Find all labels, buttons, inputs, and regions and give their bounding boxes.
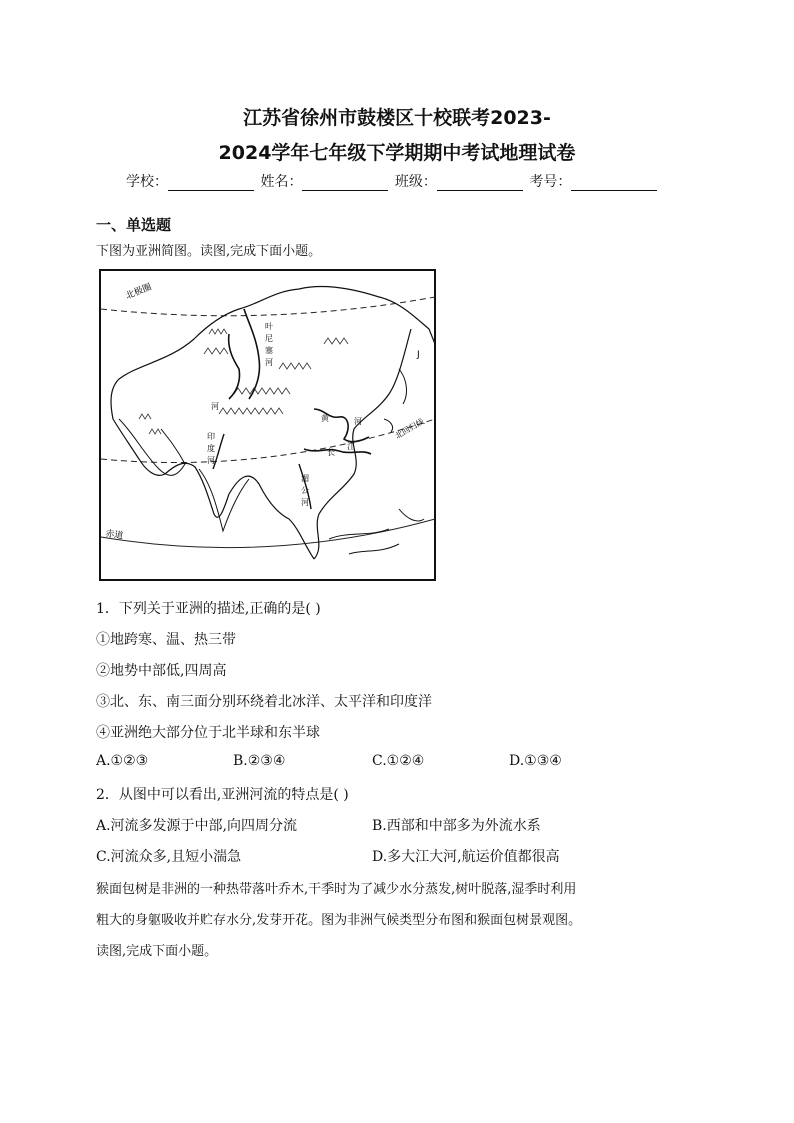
question-1-item-1: ①地跨寒、温、热三带 bbox=[96, 632, 236, 648]
label-river: 河 bbox=[211, 402, 219, 411]
label-mekong-3: 河 bbox=[301, 498, 309, 507]
label-mekong-2: 公 bbox=[301, 486, 309, 495]
school-label: 学校： bbox=[126, 174, 168, 190]
exam-number-blank[interactable] bbox=[571, 176, 657, 191]
exam-title-line-2: 2024学年七年级下学期期中考试地理试卷 bbox=[218, 142, 576, 164]
label-equator: 赤道 bbox=[104, 529, 124, 542]
student-info-row bbox=[126, 171, 659, 191]
map-frame bbox=[100, 270, 435, 580]
label-huanghe-2: 河 bbox=[354, 417, 362, 426]
label-indus-3: 河 bbox=[207, 456, 215, 465]
question-1-option-b[interactable]: B.②③④ bbox=[233, 753, 286, 769]
question-1-option-c[interactable]: C.①②④ bbox=[372, 753, 425, 769]
section-title: 一、单选题 bbox=[96, 216, 172, 234]
question-1-option-d[interactable]: D.①③④ bbox=[509, 753, 562, 769]
question-2-stem: 2．从图中可以看出,亚洲河流的特点是( ) bbox=[96, 787, 349, 803]
asia-map bbox=[99, 269, 436, 581]
school-blank[interactable] bbox=[168, 176, 254, 191]
question-2-option-c[interactable]: C.河流众多,且短小湍急 bbox=[96, 849, 242, 865]
label-arctic-circle: 北极圈 bbox=[124, 282, 154, 302]
label-yenisei-3: 塞 bbox=[265, 346, 273, 355]
name-label: 姓名： bbox=[260, 174, 303, 190]
label-indus-2: 度 bbox=[207, 444, 215, 453]
question-1-item-2: ②地势中部低,四周高 bbox=[96, 663, 227, 679]
label-yenisei-4: 河 bbox=[265, 358, 273, 367]
label-changjiang-1: 长 bbox=[327, 448, 335, 457]
question-2-option-d[interactable]: D.多大江大河,航运价值都很高 bbox=[372, 849, 560, 865]
class-label: 班级： bbox=[394, 174, 437, 190]
name-blank[interactable] bbox=[302, 176, 388, 191]
exam-number-label: 考号： bbox=[529, 174, 572, 190]
passage-line-2: 粗大的身躯吸收并贮存水分,发芽开花。图为非洲气候类型分布图和猴面包树景观图。 bbox=[96, 913, 582, 928]
map-intro-text: 下图为亚洲简图。读图,完成下面小题。 bbox=[96, 244, 322, 259]
label-j: J bbox=[417, 350, 420, 360]
passage-line-3: 读图,完成下面小题。 bbox=[96, 944, 218, 959]
label-changjiang-2: 江 bbox=[347, 442, 355, 451]
passage-line-1: 猴面包树是非洲的一种热带落叶乔木,干季时为了减少水分蒸发,树叶脱落,湿季时利用 bbox=[96, 882, 577, 897]
label-yenisei-2: 尼 bbox=[265, 334, 273, 343]
class-blank[interactable] bbox=[437, 176, 523, 191]
label-indus-1: 印 bbox=[207, 432, 215, 441]
question-1-stem: 1．下列关于亚洲的描述,正确的是( ) bbox=[96, 601, 321, 617]
question-2-option-a[interactable]: A.河流多发源于中部,向四周分流 bbox=[96, 818, 298, 834]
exam-title-line-1: 江苏省徐州市鼓楼区十校联考2023- bbox=[243, 107, 551, 129]
question-1-item-3: ③北、东、南三面分别环绕着北冰洋、太平洋和印度洋 bbox=[96, 694, 432, 710]
question-1-option-a[interactable]: A.①②③ bbox=[96, 753, 149, 769]
label-huanghe-1: 黄 bbox=[321, 414, 329, 423]
label-yenisei-1: 叶 bbox=[265, 322, 273, 331]
question-2-option-b[interactable]: B.西部和中部多为外流水系 bbox=[372, 818, 541, 834]
label-tropic-cancer: 北回归线 bbox=[393, 416, 426, 441]
label-mekong-1: 湄 bbox=[301, 474, 309, 483]
question-1-item-4: ④亚洲绝大部分位于北半球和东半球 bbox=[96, 725, 320, 741]
